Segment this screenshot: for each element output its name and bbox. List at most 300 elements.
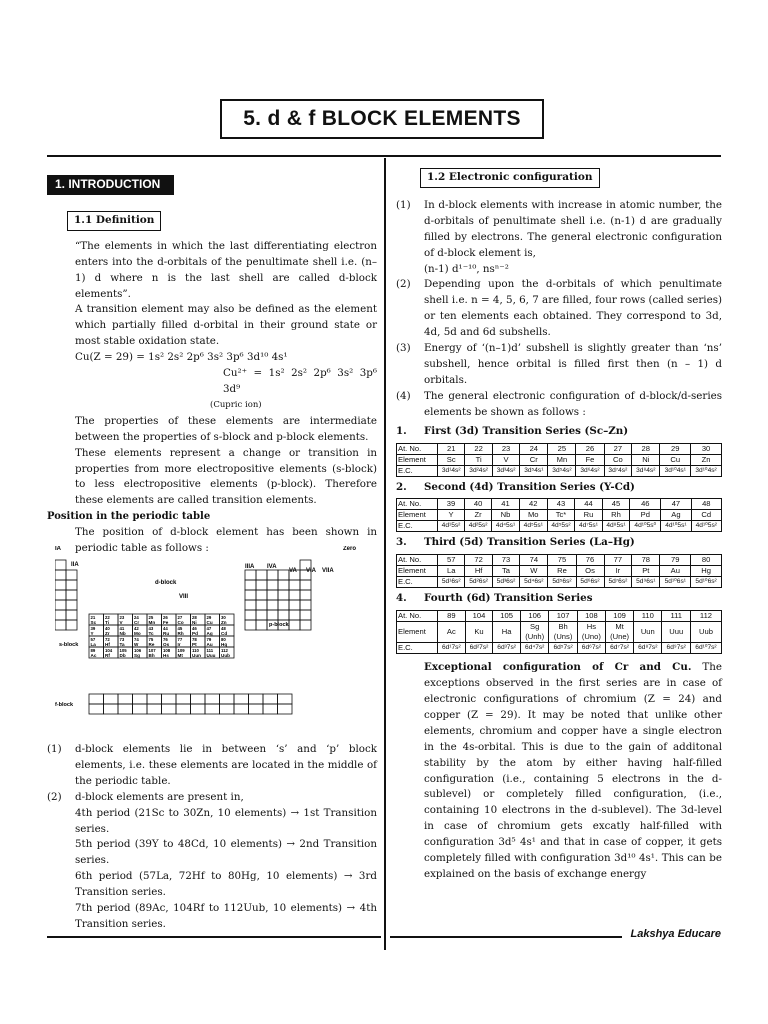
atomic-number: 25	[148, 615, 154, 620]
table-cell: Uub	[690, 622, 721, 643]
table-cell: Bh (Uns)	[549, 622, 577, 643]
s-block-cell	[66, 570, 77, 580]
row-label: E.C.	[397, 521, 438, 532]
atomic-number: 40	[105, 626, 110, 631]
table-cell: Mn	[548, 454, 576, 465]
table-cell: 21	[438, 443, 465, 454]
table-cell: 3d¹⁰4s¹	[660, 465, 691, 476]
element-symbol: Tc	[148, 631, 154, 636]
table-cell: Ag	[661, 510, 691, 521]
element-symbol: La	[90, 642, 96, 647]
atomic-number: 47	[206, 626, 212, 631]
electronic-config-heading: 1.2 Electronic configuration	[420, 168, 600, 188]
element-symbol: Uun	[192, 653, 201, 658]
list-item: (2) Depending upon the d-orbitals of which penultimate shell i.e. n = 4, 5, 6, 7 are filled, four rows (called series) or ten elements each obtained. They correspond to 3d, 4d, 5d and 6d subshells.	[396, 278, 722, 339]
table-cell: 5d⁷6s²	[604, 577, 632, 588]
cu-config: Cu(Z = 29) = 1s² 2s² 2p⁶ 3s² 3p⁶ 3d¹⁰ 4s¹	[75, 351, 288, 364]
atomic-number: 26	[163, 615, 168, 620]
s-block-cell	[55, 580, 66, 590]
p-block-cell	[256, 600, 267, 610]
s-block-cell	[66, 620, 77, 630]
f-block-cell	[89, 694, 104, 704]
element-symbol: Os	[163, 642, 170, 647]
atomic-number: 112	[221, 648, 228, 653]
table-cell: Co	[604, 454, 632, 465]
p-block-cell	[278, 610, 289, 620]
atomic-number: 107	[148, 648, 156, 653]
atomic-number: 111	[206, 648, 214, 653]
atomic-number: 57	[90, 637, 96, 642]
table-cell: 73	[492, 555, 519, 566]
table-cell: Ti	[465, 454, 492, 465]
f-block-cell	[220, 694, 235, 704]
atomic-number: 72	[105, 637, 110, 642]
atomic-number: 43	[148, 626, 154, 631]
table-cell: 89	[438, 611, 466, 622]
table-cell: 4d¹⁰5s¹	[661, 521, 691, 532]
f-block-cell	[133, 694, 148, 704]
atomic-number: 28	[192, 615, 197, 620]
table-cell: 5d¹6s²	[438, 577, 465, 588]
atomic-number: 80	[221, 637, 226, 642]
element-symbol: Uub	[221, 653, 230, 658]
table-cell: 3d²4s²	[465, 465, 492, 476]
atomic-number: 105	[119, 648, 127, 653]
list-item: (3) Energy of ‘(n–1)d’ subshell is slightly greater than ‘ns’ subshell, hence orbital is filled first then (n – 1) d orbitals.	[396, 342, 722, 386]
element-symbol: Pd	[192, 631, 198, 636]
table-cell: Rh	[602, 510, 630, 521]
table-cell: 40	[465, 499, 492, 510]
f-block-cell	[162, 704, 177, 714]
atomic-number: 76	[163, 637, 168, 642]
atomic-number: 46	[192, 626, 197, 631]
table-cell: Mt (Une)	[606, 622, 634, 643]
s-block-cell	[55, 570, 66, 580]
table-cell: 77	[604, 555, 632, 566]
pt-label: IVA	[267, 564, 277, 570]
f-block-cell	[147, 694, 162, 704]
table-cell: 39	[438, 499, 465, 510]
series-title: 4. Fourth (6d) Transition Series	[396, 592, 593, 605]
element-symbol: Rf	[105, 653, 110, 658]
exception-heading: Exceptional configuration of Cr and Cu.	[424, 661, 692, 674]
p-block-cell	[267, 570, 278, 580]
p-block-cell	[256, 580, 267, 590]
properties-1: The properties of these elements are intermediate between the properties of s-block and p-block elements.	[75, 414, 377, 443]
table-cell: Ni	[632, 454, 660, 465]
p-block-cell	[278, 600, 289, 610]
f-block-cell	[162, 694, 177, 704]
s-block-cell	[66, 610, 77, 620]
atomic-number: 23	[119, 615, 125, 620]
s-block-label: s-block	[59, 642, 79, 648]
pt-label: VA	[289, 568, 297, 574]
table-cell: 104	[465, 611, 493, 622]
table-cell: 3d⁸4s²	[632, 465, 660, 476]
atomic-number: 89	[90, 648, 96, 653]
atomic-number: 79	[206, 637, 212, 642]
table-cell: Hs (Uno)	[577, 622, 605, 643]
table-cell: V	[492, 454, 519, 465]
table-cell: 112	[690, 611, 721, 622]
row-label: Element	[397, 454, 438, 465]
f-block-cell	[147, 704, 162, 714]
table-cell: Hf	[465, 566, 492, 577]
table-cell: 5d⁶6s²	[576, 577, 604, 588]
f-block-cell	[234, 694, 249, 704]
p-block-cell	[278, 590, 289, 600]
table-cell: Uun	[634, 622, 662, 643]
table-cell: Zn	[691, 454, 722, 465]
pt-label: IIA	[71, 562, 79, 568]
atomic-number: 44	[163, 626, 168, 631]
table-cell: 29	[660, 443, 691, 454]
f-block-cell	[191, 694, 206, 704]
f-block-label: f-block	[55, 702, 74, 708]
table-cell: 5d²6s²	[465, 577, 492, 588]
series-tables	[396, 424, 722, 655]
series-title: 3. Third (5d) Transition Series (La–Hg)	[396, 536, 635, 549]
element-symbol: Ru	[163, 631, 170, 636]
general-config: (n-1) d¹⁻¹⁰, nsⁿ⁻²	[424, 262, 509, 275]
p-block-cell	[278, 570, 289, 580]
atomic-number: 77	[177, 637, 183, 642]
element-symbol: Hf	[105, 642, 110, 647]
table-cell: Ta	[492, 566, 519, 577]
series-title: 2. Second (4d) Transition Series (Y-Cd)	[396, 480, 635, 493]
table-cell: Cr	[520, 454, 548, 465]
table-cell: 110	[634, 611, 662, 622]
element-symbol: Zr	[105, 631, 110, 636]
table-cell: 30	[691, 443, 722, 454]
atomic-number: 24	[134, 615, 139, 620]
table-cell: Y	[438, 510, 465, 521]
s-block-cell	[55, 610, 66, 620]
series-table	[396, 554, 722, 588]
s-block-cell	[55, 600, 66, 610]
p-block-cell	[245, 590, 256, 600]
p-block-cell	[245, 580, 256, 590]
s-block-cell	[55, 620, 66, 630]
atomic-number: 110	[192, 648, 199, 653]
p-block-cell	[256, 590, 267, 600]
table-cell: 107	[549, 611, 577, 622]
p-block-cell	[267, 580, 278, 590]
table-cell: Pt	[632, 566, 660, 577]
table-cell: 3d⁵4s¹	[520, 465, 548, 476]
section-heading: 1. INTRODUCTION	[47, 175, 174, 195]
table-cell: Nb	[492, 510, 520, 521]
list-item: (4) The general electronic configuration of d-block/d-series elements be shown as follows :	[396, 389, 722, 418]
p-block-cell	[245, 610, 256, 620]
table-cell: 6d³7s²	[493, 643, 521, 654]
f-block-cell	[118, 694, 133, 704]
p-block-cell	[245, 570, 256, 580]
column-separator	[384, 158, 386, 950]
atomic-number: 104	[105, 648, 113, 653]
table-cell: 74	[520, 555, 548, 566]
element-symbol: Fe	[163, 620, 169, 625]
table-cell: Os	[576, 566, 604, 577]
p-block-cell	[289, 610, 300, 620]
f-block-cell	[278, 704, 293, 714]
element-symbol: Bh	[148, 653, 155, 658]
f-block-cell	[118, 704, 133, 714]
p-block-cell	[256, 570, 267, 580]
table-cell: 3d¹4s²	[438, 465, 465, 476]
element-symbol: Cr	[134, 620, 140, 625]
table-cell: Re	[548, 566, 576, 577]
table-cell: Ru	[575, 510, 602, 521]
left-column	[47, 175, 377, 557]
table-cell: 111	[662, 611, 690, 622]
table-cell: 108	[577, 611, 605, 622]
element-symbol: Mo	[134, 631, 141, 636]
f-block-cell	[191, 704, 206, 714]
row-label: Element	[397, 510, 438, 521]
table-cell: 80	[691, 555, 722, 566]
table-cell: 5d³6s²	[492, 577, 519, 588]
f-block-cell	[278, 694, 293, 704]
table-cell: Ir	[604, 566, 632, 577]
table-cell: 4d⁸5s¹	[602, 521, 630, 532]
element-symbol: Au	[206, 642, 213, 647]
pt-label: VIIA	[322, 568, 334, 574]
period-line: 7th period (89Ac, 104Rf to 112Uub, 10 elements) → 4th Transition series.	[75, 902, 377, 930]
table-cell: 41	[492, 499, 520, 510]
f-block-cell	[234, 704, 249, 714]
table-cell: Cd	[691, 510, 721, 521]
f-block-cell	[249, 704, 264, 714]
element-symbol: Mt	[177, 653, 183, 658]
table-cell: 6d⁹7s²	[662, 643, 690, 654]
row-label: At. No.	[397, 611, 438, 622]
properties-2: These elements represent a change or transition in properties from more electropositive elements (s-block) to less electropositive elements (p-block). Therefore these elements are called transition elements.	[75, 446, 377, 507]
table-cell: 42	[519, 499, 547, 510]
element-symbol: Mn	[148, 620, 156, 625]
table-cell: 5d⁵6s²	[548, 577, 576, 588]
p-block-cell	[289, 580, 300, 590]
f-block-cell	[176, 694, 191, 704]
element-symbol: V	[119, 620, 123, 625]
table-cell: Pd	[630, 510, 661, 521]
list-item: (1) d-block elements lie in between ‘s’ and ‘p’ block elements, i.e. these elements are located in the middle of the periodic table.	[47, 743, 377, 787]
table-cell: Cu	[660, 454, 691, 465]
table-cell: Uuu	[662, 622, 690, 643]
f-block-cell	[104, 694, 119, 704]
period-line: 4th period (21Sc to 30Zn, 10 elements) → 1st Transition series.	[75, 806, 377, 835]
table-cell: Ku	[465, 622, 493, 643]
row-label: E.C.	[397, 577, 438, 588]
table-cell: 4d⁵5s²	[547, 521, 575, 532]
element-symbol: Rh	[177, 631, 184, 636]
bottom-rule-left	[47, 936, 381, 938]
right-column	[396, 168, 722, 883]
p-block-cell	[278, 580, 289, 590]
table-cell: Ac	[438, 622, 466, 643]
element-symbol: Hg	[221, 642, 228, 647]
series-table	[396, 443, 722, 477]
p-block-cell	[289, 590, 300, 600]
element-symbol: W	[134, 642, 139, 647]
table-cell: Sg (Unh)	[520, 622, 548, 643]
table-cell: Au	[660, 566, 691, 577]
atomic-number: 45	[177, 626, 183, 631]
atomic-number: 42	[134, 626, 139, 631]
atomic-number: 109	[177, 648, 185, 653]
table-cell: 6d⁶7s²	[577, 643, 605, 654]
definition-heading: 1.1 Definition	[67, 211, 161, 231]
row-label: Element	[397, 622, 438, 643]
table-cell: 4d⁵5s¹	[519, 521, 547, 532]
atomic-number: 41	[119, 626, 125, 631]
table-cell: 5d⁴6s²	[520, 577, 548, 588]
table-cell: Sc	[438, 454, 465, 465]
element-symbol: Ir	[177, 642, 181, 647]
table-cell: 3d⁵4s²	[548, 465, 576, 476]
row-label: At. No.	[397, 499, 438, 510]
table-cell: 47	[661, 499, 691, 510]
s-block-cell	[55, 560, 66, 570]
p-block-cell	[256, 620, 267, 630]
p-block-cell	[300, 600, 311, 610]
atomic-number: 106	[134, 648, 142, 653]
table-cell: 6d⁵7s²	[549, 643, 577, 654]
p-block-cell	[300, 610, 311, 620]
table-cell: 25	[548, 443, 576, 454]
f-block-cell	[220, 704, 235, 714]
atomic-number: 78	[192, 637, 197, 642]
periodic-table-figure	[55, 546, 375, 736]
table-cell: 4d¹5s²	[438, 521, 465, 532]
d-block-label: d-block	[155, 580, 177, 586]
f-block-cell	[104, 704, 119, 714]
table-cell: 46	[630, 499, 661, 510]
pt-label: IA	[55, 546, 61, 552]
table-cell: Ha	[493, 622, 521, 643]
cupric-label: (Cupric ion)	[210, 399, 262, 410]
table-cell: 28	[632, 443, 660, 454]
element-symbol: Ti	[105, 620, 109, 625]
element-symbol: Co	[177, 620, 184, 625]
table-cell: 106	[520, 611, 548, 622]
p-block-cell	[256, 610, 267, 620]
table-cell: 6d¹7s²	[438, 643, 466, 654]
f-block-cell	[205, 694, 220, 704]
series-title: 1. First (3d) Transition Series (Sc–Zn)	[396, 424, 629, 437]
table-cell: 5d¹⁰6s¹	[660, 577, 691, 588]
atomic-number: 29	[206, 615, 212, 620]
period-line: 6th period (57La, 72Hf to 80Hg, 10 elements) → 3rd Transition series.	[75, 870, 377, 899]
p-block-cell	[289, 620, 300, 630]
definition-quote: “The elements in which the last differentiating electron enters into the d-orbitals of the penultimate shell i.e. (n–1) d where n is the last shell are called d-block elements”.	[75, 239, 377, 300]
periodic-table-svg	[55, 546, 375, 736]
table-cell: 3d³4s²	[492, 465, 519, 476]
table-cell: 27	[604, 443, 632, 454]
table-cell: 6d¹⁰7s²	[690, 643, 721, 654]
table-cell: 4d²5s²	[465, 521, 492, 532]
series-table	[396, 610, 722, 654]
viii-label: VIII	[179, 594, 189, 600]
table-cell: 3d⁶4s²	[576, 465, 604, 476]
element-symbol: Uuu	[206, 653, 216, 658]
table-cell: 23	[492, 443, 519, 454]
table-cell: 5d¹⁰6s²	[691, 577, 722, 588]
p-block-cell	[300, 590, 311, 600]
f-block-cell	[249, 694, 264, 704]
footer-brand: Lakshya Educare	[630, 928, 721, 940]
table-cell: 4d⁷5s¹	[575, 521, 602, 532]
f-block-cell	[133, 704, 148, 714]
p-block-cell	[267, 600, 278, 610]
table-cell: 48	[691, 499, 721, 510]
series-table	[396, 498, 722, 532]
table-cell: 44	[575, 499, 602, 510]
list-item: (2) d-block elements are present in,	[47, 790, 244, 803]
position-heading: Position in the periodic table	[47, 511, 211, 523]
table-cell: 26	[576, 443, 604, 454]
atomic-number: 27	[177, 615, 183, 620]
bottom-rule-right	[390, 936, 622, 938]
p-block-cell	[300, 620, 311, 630]
left-list	[47, 742, 377, 933]
element-symbol: Zn	[221, 620, 227, 625]
table-cell: La	[438, 566, 465, 577]
top-rule	[47, 155, 721, 157]
table-cell: 78	[632, 555, 660, 566]
cu2-config: Cu²⁺ = 1s² 2s² 2p⁶ 3s² 3p⁶ 3d⁹	[223, 367, 377, 395]
list-item: (1) In d-block elements with increase in atomic number, the d-orbitals of penultimate shell i.e. (n-1) d are gradually filled by electrons. The general electronic configuration of d-block element is,	[396, 198, 722, 259]
element-symbol: Ag	[206, 631, 213, 636]
table-cell: 3d⁷4s²	[604, 465, 632, 476]
atomic-number: 48	[221, 626, 226, 631]
row-label: Element	[397, 566, 438, 577]
f-block-cell	[89, 704, 104, 714]
table-cell: 43	[547, 499, 575, 510]
f-block-cell	[263, 694, 278, 704]
element-symbol: Cu	[206, 620, 213, 625]
p-block-cell	[267, 610, 278, 620]
atomic-number: 39	[90, 626, 96, 631]
element-symbol: Re	[148, 642, 155, 647]
table-cell: 6d²7s²	[465, 643, 493, 654]
position-text: The position of d-block element has been shown in periodic table as follows :	[75, 526, 377, 555]
table-cell: 6d⁷7s²	[606, 643, 634, 654]
p-block-cell	[300, 580, 311, 590]
p-block-cell	[245, 600, 256, 610]
table-cell: Mo	[519, 510, 547, 521]
p-block-label: p-block	[269, 622, 289, 628]
table-cell: 3d¹⁰4s²	[691, 465, 722, 476]
element-symbol: Db	[119, 653, 126, 658]
table-cell: Fe	[576, 454, 604, 465]
s-block-cell	[55, 590, 66, 600]
element-symbol: Hs	[163, 653, 169, 658]
table-cell: 57	[438, 555, 465, 566]
table-cell: 105	[493, 611, 521, 622]
element-symbol: Y	[90, 631, 94, 636]
table-cell: 79	[660, 555, 691, 566]
p-block-cell	[289, 600, 300, 610]
row-label: E.C.	[397, 465, 438, 476]
element-symbol: Pt	[192, 642, 197, 647]
table-cell: 109	[606, 611, 634, 622]
atomic-number: 108	[163, 648, 171, 653]
atomic-number: 30	[221, 615, 226, 620]
table-cell: 6d⁸7s²	[634, 643, 662, 654]
pt-label: VIA	[306, 568, 317, 574]
pt-label: Zero	[343, 546, 357, 552]
